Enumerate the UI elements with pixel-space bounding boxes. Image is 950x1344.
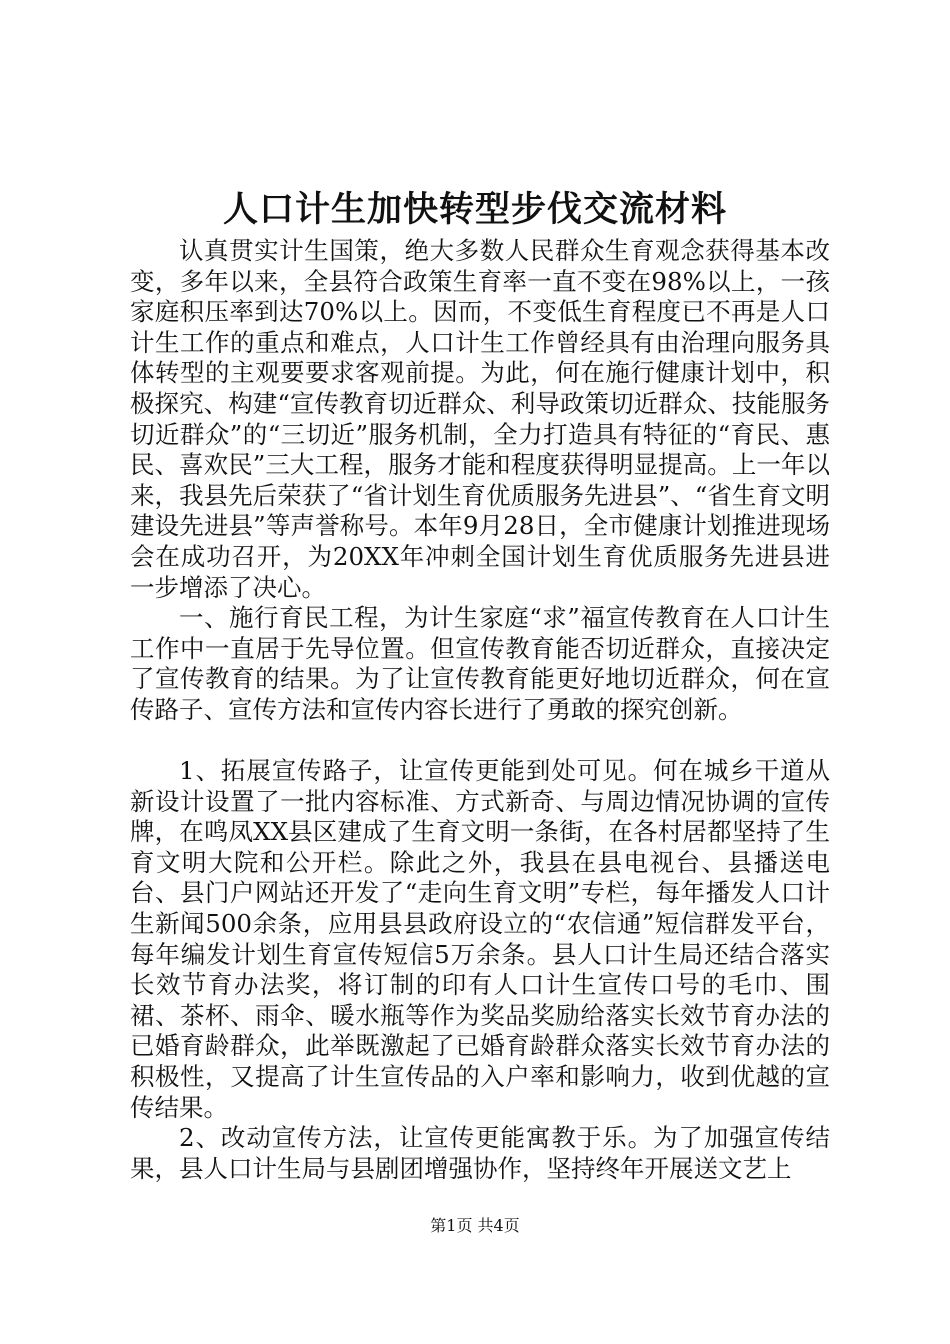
paragraph-item-two: 2、改动宣传方法，让宣传更能寓教于乐。为了加强宣传结果，县人口计生局与县剧团增强协作，坚持终年开展送文艺上 — [130, 1123, 830, 1183]
paragraph-spacer — [130, 726, 830, 757]
paragraph-section-one: 一、施行育民工程，为计生家庭“求”福宣传教育在人口计生工作中一直居于先导位置。但宣传教育能否切近群众，直接决定了宣传教育的结果。为了让宣传教育能更好地切近群众，何在宣传路子、宣传方法和宣传内容长进行了勇敢的探究创新。 — [130, 603, 830, 724]
page-footer: 第1页 共4页 — [430, 1216, 520, 1235]
paragraph-item-one: 1、拓展宣传路子，让宣传更能到处可见。何在城乡干道从新设计设置了一批内容标准、方式新奇、与周边情况协调的宣传牌，在鸣凤XX县区建成了生育文明一条街，在各村居都坚持了生育文明大院和公开栏。除此之外，我县在县电视台、县播送电台、县门户网站还开发了“走向生育文明”专栏，每年播发人口计生新闻500余条，应用县县政府设立的“农信通”短信群发平台，每年编发计划生育宣传短信5万余条。县人口计生局还结合落实长效节育办法奖，将订制的印有人口计生宣传口号的毛巾、围裙、茶杯、雨伞、暖水瓶等作为奖品奖励给落实长效节育办法的已婚育龄群众，此举既激起了已婚育龄群众落实长效节育办法的积极性，又提高了计生宣传品的入户率和影响力，收到优越的宣传结果。 — [130, 756, 830, 1122]
document-body — [130, 236, 830, 1184]
document-title: 人口计生加快转型步伐交流材料 — [222, 189, 727, 230]
paragraph-intro: 认真贯实计生国策，绝大多数人民群众生育观念获得基本改变，多年以来，全县符合政策生育率一直不变在98%以上，一孩家庭积压率到达70%以上。因而，不变低生育程度已不再是人口计生工作的重点和难点，人口计生工作曾经具有由治理向服务具体转型的主观要要求客观前提。为此，何在施行健康计划中，积极探究、构建“宣传教育切近群众、利导政策切近群众、技能服务切近群众”的“三切近”服务机制，全力打造具有特征的“育民、惠民、喜欢民”三大工程，服务才能和程度获得明显提高。上一年以来，我县先后荣获了“省计划生育优质服务先进县”、“省生育文明建设先进县”等声誉称号。本年9月28日，全市健康计划推进现场会在成功召开，为20XX年冲刺全国计划生育优质服务先进县进一步增添了决心。 — [130, 236, 830, 602]
